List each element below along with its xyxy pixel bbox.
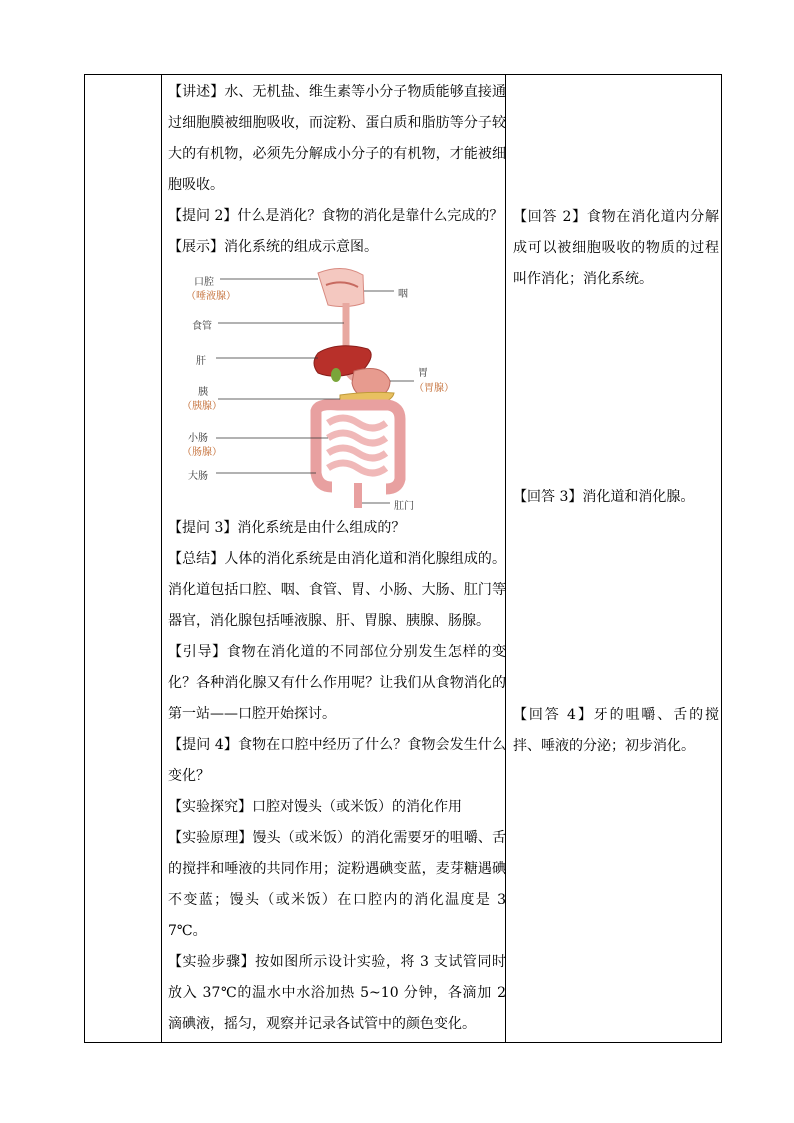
label-intestinal-gland: （肠腺） — [182, 447, 222, 458]
label-mouth: 口腔 — [194, 277, 214, 288]
label-pancreas: 胰 — [198, 387, 208, 398]
column-divider-left — [161, 75, 162, 1042]
digestive-system-diagram — [168, 263, 506, 513]
experiment-principle: 【实验原理】馒头（或米饭）的消化需要牙的咀嚼、舌的搅拌和唾液的共同作用；淀粉遇碘变蓝，麦芽糖遇碘不变蓝；馒头（或米饭）在口腔内的消化温度是 37℃。 — [168, 830, 506, 939]
label-stomach: 胃 — [418, 368, 428, 379]
label-small-intestine: 小肠 — [188, 433, 208, 444]
teacher-activity-column — [168, 77, 506, 1040]
display-caption: 【展示】消化系统的组成示意图。 — [168, 239, 378, 255]
label-anus: 肛门 — [394, 501, 414, 512]
summary-paragraph: 【总结】人体的消化系统是由消化道和消化腺组成的。消化道包括口腔、咽、食管、胃、小肠、大肠、肛门等器官，消化腺包括唾液腺、肝、胃腺、胰腺、肠腺。 — [168, 551, 506, 629]
lecture-paragraph: 【讲述】水、无机盐、维生素等小分子物质能够直接通过细胞膜被细胞吸收，而淀粉、蛋白质和脂肪等分子较大的有机物，必须先分解成小分子的有机物，才能被细胞吸收。 — [168, 84, 506, 193]
question-3: 【提问 3】消化系统是由什么组成的？ — [168, 520, 406, 536]
experiment-steps: 【实验步骤】按如图所示设计实验，将 3 支试管同时放入 37℃的温水中水浴加热 5~10 分钟，各滴加 2 滴碘液，摇匀，观察并记录各试管中的颜色变化。 — [168, 954, 506, 1032]
label-salivary-gland: （唾液腺） — [186, 291, 236, 302]
question-2: 【提问 2】什么是消化？食物的消化是靠什么完成的？ — [168, 208, 504, 224]
question-4: 【提问 4】食物在口腔中经历了什么？食物会发生什么变化？ — [168, 737, 506, 784]
guide-paragraph: 【引导】食物在消化道的不同部位分别发生怎样的变化？各种消化腺又有什么作用呢？让我们从食物消化的第一站——口腔开始探讨。 — [168, 644, 506, 722]
label-liver: 肝 — [196, 356, 206, 367]
label-large-intestine: 大肠 — [188, 471, 208, 482]
label-pharynx: 咽 — [398, 289, 408, 300]
experiment-title: 【实验探究】口腔对馒头（或米饭）的消化作用 — [168, 799, 462, 815]
label-pancreas-gland: （胰腺） — [182, 401, 222, 412]
answer-4: 【回答 4】牙的咀嚼、舌的搅拌、唾液的分泌；初步消化。 — [513, 707, 719, 754]
answer-2: 【回答 2】食物在消化道内分解成可以被细胞吸收的物质的过程叫作消化；消化系统。 — [513, 209, 719, 287]
lesson-table — [84, 74, 722, 1043]
answer-3: 【回答 3】消化道和消化腺。 — [513, 489, 695, 505]
label-esophagus: 食管 — [192, 321, 212, 332]
label-gastric-gland: （胃腺） — [414, 383, 454, 394]
